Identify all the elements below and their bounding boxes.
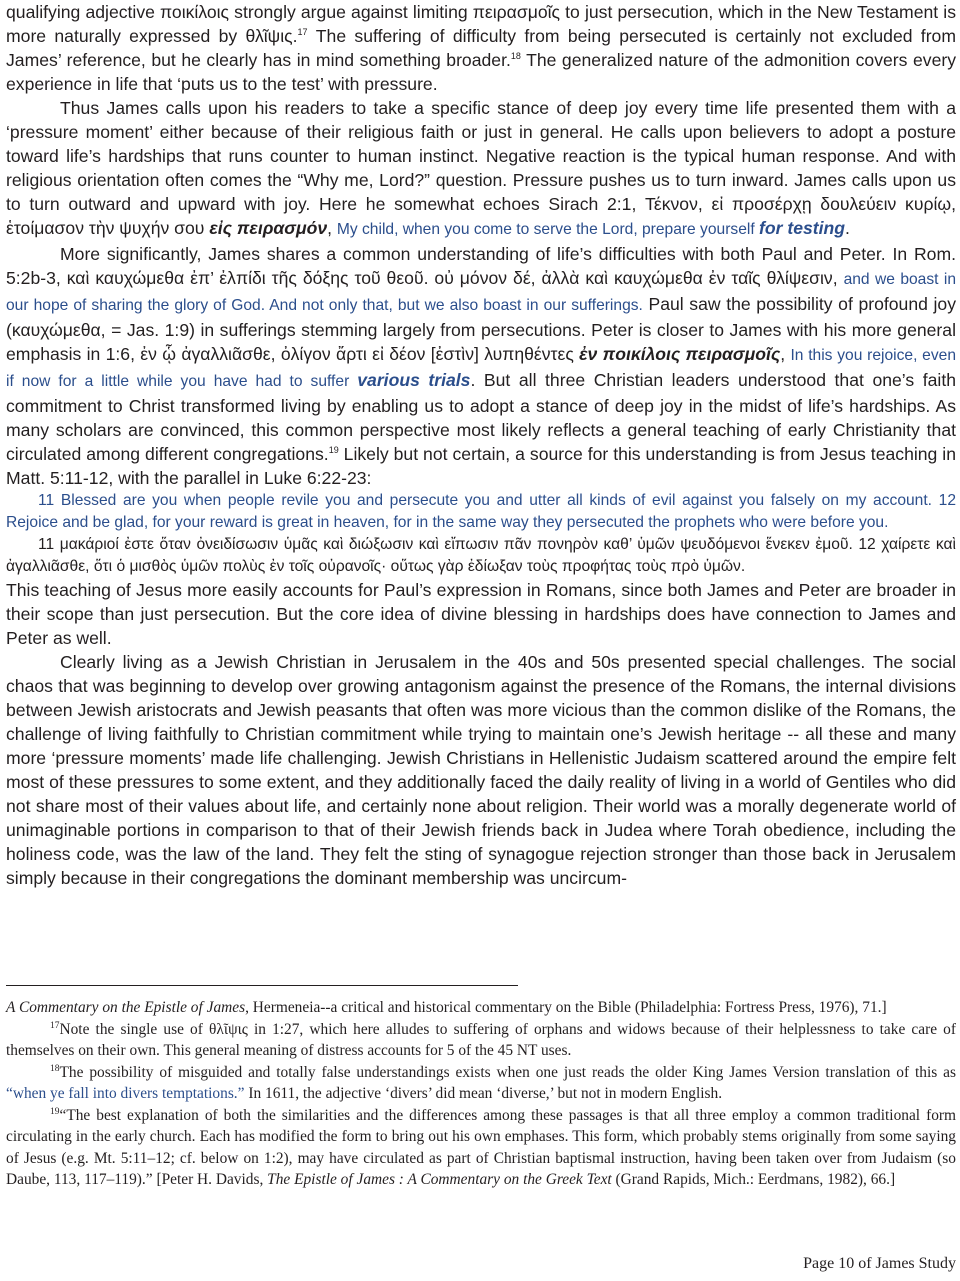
block-quote-greek: 11 μακάριοί ἐστε ὅταν ὀνειδίσωσιν ὑμᾶς καὶ διώξωσιν καὶ εἴπωσιν πᾶν πονηρὸν καθ’ ὑμῶν ψευδόμενοι ἕνεκεν ἐμοῦ. 12 χαίρετε καὶ ἀγαλλιᾶσθε, ὅτι ὁ μισθὸς ὑμῶν πολὺς ἐν τοῖς οὐρανοῖς· οὕτως γὰρ ἐδίωξαν τοὺς προφήτας τοὺς πρὸ ὑμῶν. [6, 536, 956, 575]
footnote-number: 17 [50, 1020, 60, 1031]
footnote-ref-19: 19 [328, 445, 339, 455]
text-run: Note the single use of θλῖψις in 1:27, which here alludes to suffering of orphans and widows because of their helplessness to take care of themselves on their own. This general meaning of distress accounts for 5 of the 45 NT uses. [6, 1020, 956, 1059]
paragraph-3 [6, 242, 956, 490]
paragraph-4: This teaching of Jesus more easily accounts for Paul’s expression in Romans, since both James and Peter are broader in their scope than just persecution. But the core idea of divine blessing in hardships does have connection to James and Peter as well. [6, 580, 956, 648]
paragraph-2 [6, 96, 956, 242]
page-number-footer: Page 10 of James Study [803, 1255, 956, 1272]
text-run: (Grand Rapids, Mich.: Eerdmans, 1982), 66.] [611, 1171, 896, 1188]
text-run: Thus James calls upon his readers to take a specific stance of deep joy every time life presented them with a ‘pressure moment’ either because of their religious faith or just in general. He calls upon believers to adopt a posture toward life’s hardships that runs counter to human instinct. Negative reaction is the typical human response. And with religious orientation often comes the “Why me, Lord?” question. Pressure pushes us to turn inward. James calls upon us to turn outward and upward with joy. Here he somewhat echoes Sirach 2:1, Τέκνον, εἰ προσέρχῃ δουλεύειν κυρίῳ, ἑτοίμασον τὴν ψυχήν σου [6, 98, 956, 238]
text-run: More significantly, James shares a common understanding of life’s difficulties with both Paul and Peter. In Rom. 5:2b-3, καὶ καυχώμεθα ἐπ’ ἐλπίδι τῆς δόξης τοῦ θεοῦ. οὐ μόνον δέ, ἀλλὰ καὶ καυχώμεθα ἐν ταῖς θλίψεσιν, [6, 244, 956, 288]
footnote-17 [6, 1019, 956, 1062]
book-title: A Commentary on the Epistle of James [6, 999, 246, 1016]
english-emphasis: various trials [357, 370, 471, 390]
book-title: The Epistle of James : A Commentary on the Greek Text [267, 1171, 612, 1188]
kjv-quote: “when ye fall into divers temptations.” [6, 1085, 245, 1102]
text-run: . [845, 218, 850, 238]
paragraph-5: Clearly living as a Jewish Christian in Jerusalem in the 40s and 50s presented special challenges. The social chaos that was beginning to develop over growing antagonism against the presence of the Romans, the internal divisions between Jewish aristocrats and Jewish peasants that often was more vicious than the common dislike of the Romans, the challenge of living faithfully to Christian commitment while trying to maintain one’s Jewish heritage -- all these and many more ‘pressure moments’ made life challenging. Jewish Christians in Hellenistic Judaism scattered around the empire felt most of these pressures to some extent, and they additionally faced the daily reality of living in a world of Gentiles who did not share most of their values about life, and certainly none about religion. Their world was a morally degenerate world of unimaginable portions in comparison to that of their Jewish friends back in Judea where Torah obedience, including the holiness code, was the law of the land. They felt the sting of synagogue rejection stronger than those back in Jerusalem simply because in their congregations the dominant membership was uncircum- [6, 652, 956, 888]
text-run: , Hermeneia--a critical and historical commentary on the Bible (Philadelphia: Fortress Press, 1976), 71.] [245, 999, 887, 1016]
text-run: . But all three Christian leaders understood that one’s faith commitment to Christ transformed living by enabling us to adopt a stance of deep joy in the midst of life’s hardships. As many scholars are convinced, this common perspective most likely reflects a general teaching of early Christianity that circulated among different congregations. [6, 370, 956, 464]
greek-emphasis: ἐν ποικίλοις πειρασμοῖς [579, 344, 781, 364]
text-run: “The best explanation of both the similarities and the differences among these passages is that all three employ a common traditional form circulating in the early church. Each has modified the form to bring out his own emphases. This form, which probably stems originally from some saying of Jesus (e.g. Mt. 5:11–12; cf. below on 1:2), may have circulated as part of Christian baptismal instruction, having been taken over from Judaism (so Daube, 113, 117–119).” [Peter H. Davids, [6, 1106, 956, 1188]
document-page [6, 0, 956, 890]
text-run: , [327, 218, 337, 238]
text-run: , [780, 344, 791, 364]
greek-emphasis: εἰς πειρασμόν [209, 218, 328, 238]
footnote-continuation [6, 997, 956, 1019]
footnote-18 [6, 1062, 956, 1105]
footnote-number: 18 [50, 1063, 60, 1074]
footnote-number: 19 [50, 1106, 60, 1117]
english-translation: and we boast in our hope of sharing the glory of God. And not only that, but we also boast in our sufferings. [6, 271, 957, 314]
footnote-ref-18: 18 [510, 51, 521, 61]
footnote-separator [6, 985, 518, 986]
footnote-19 [6, 1105, 956, 1191]
text-run: The possibility of misguided and totally false understandings exists when one just reads the older King James Version translation of this as [59, 1063, 956, 1081]
english-emphasis: for testing [759, 218, 846, 238]
main-text [6, 0, 956, 890]
footnotes [6, 997, 956, 1191]
paragraph-1 [6, 0, 956, 96]
text-run: The suffering of difficulty from being persecuted is certainly not excluded from James’ reference, but he clearly has in mind something broader. [6, 26, 956, 70]
english-translation: In this you rejoice, even if now for a little while you have had to suffer [6, 347, 956, 390]
text-run: In 1611, the adjective ‘divers’ did mean ‘diverse,’ but not in modern English. [244, 1085, 723, 1102]
text-run: Paul saw the possibility of profound joy (καυχώμεθα, = Jas. 1:9) in sufferings stemming largely from persecutions. Peter is closer to James with his more general emphasis in 1:6, ἐν ᾧ ἀγαλλιᾶσθε, ὀλίγον ἄρτι εἰ δέον [ἐστὶν] λυπηθέντες [6, 294, 956, 364]
text-run: The generalized nature of the admonition covers every experience in life that ‘puts us to the test’ with pressure. [6, 50, 957, 94]
footnote-ref-17: 17 [297, 27, 308, 37]
block-quote-english: 11 Blessed are you when people revile you and persecute you and utter all kinds of evil against you falsely on my account. 12 Rejoice and be glad, for your reward is great in heaven, for in the same way they persecuted the prophets who were before you. [6, 492, 956, 531]
english-translation: My child, when you come to serve the Lord, prepare yourself [336, 221, 759, 238]
text-run: Likely but not certain, a source for this understanding is from Jesus teaching in Matt. 5:11-12, with the parallel in Luke 6:22-23: [6, 444, 956, 488]
text-run: qualifying adjective ποικίλοις strongly argue against limiting πειρασμοῖς to just persecution, which in the New Testament is more naturally expressed by θλῖψις. [6, 2, 956, 46]
